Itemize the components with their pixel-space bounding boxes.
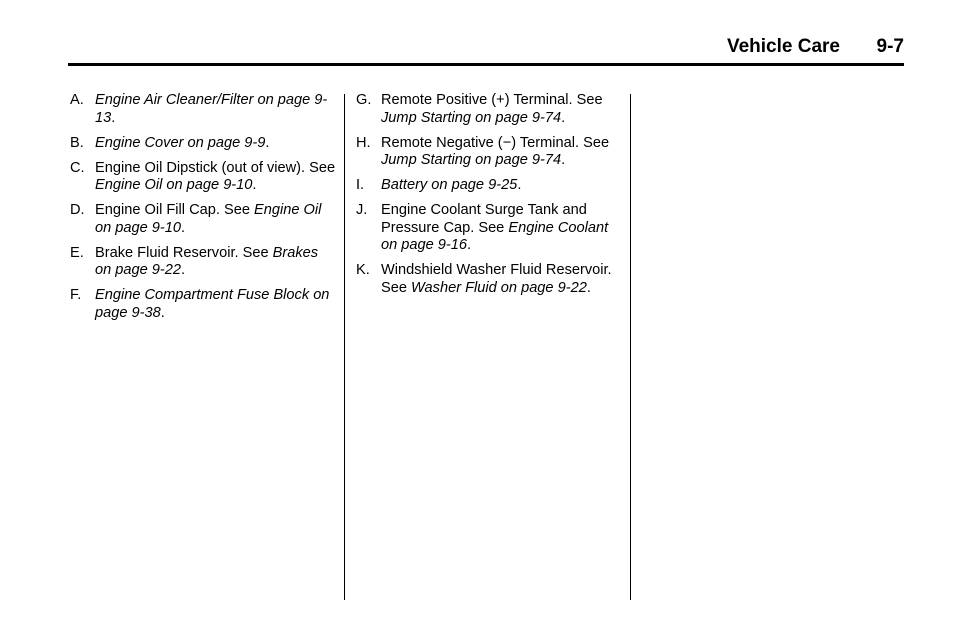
item-reference-link[interactable]: Engine Cover on page 9-9 [95,134,266,151]
item-letter: I. [356,177,365,193]
item-letter: J. [356,202,368,218]
legend-item [70,287,338,322]
item-letter: G. [356,92,372,108]
legend-column-left [70,92,338,330]
item-reference-link[interactable]: Jump Starting on page 9-74 [381,152,562,168]
legend-item [70,92,338,127]
item-reference-link[interactable]: Brakes on page 9-22 [95,244,319,278]
item-reference-link[interactable]: Engine Air Cleaner/Filter on page 9-13 [95,92,328,126]
column-divider [630,94,631,600]
item-reference-link[interactable]: Jump Starting on page 9-74 [381,109,562,126]
item-punct: . [181,262,186,278]
item-punct: . [517,177,522,193]
item-text: Engine Coolant Surge Tank and Pressure Cap. See [381,202,587,236]
legend-item [70,160,338,195]
item-letter: H. [356,134,371,151]
item-punct: . [252,177,257,193]
section-title: Vehicle Care [726,36,840,57]
item-letter: K. [356,262,370,278]
item-letter: B. [70,134,84,151]
item-punct: . [586,279,591,296]
item-punct: . [181,219,186,236]
item-text: Windshield Washer Fluid Reservoir. See [381,262,612,296]
item-text: Engine Oil Fill Cap. See [95,202,254,218]
legend-item [356,135,624,170]
item-reference-link[interactable]: Engine Compartment Fuse Block on page 9-38 [95,287,330,321]
item-letter: C. [70,159,85,176]
item-punct: . [467,237,472,253]
item-reference-link[interactable]: Washer Fluid on page 9-22 [411,279,587,296]
legend-item [70,135,338,153]
item-punct: . [160,304,165,321]
legend-item [356,202,624,255]
item-punct: . [111,109,116,126]
item-text: Remote Negative (−) Terminal. See [381,134,610,151]
header-rule [68,63,904,66]
item-reference-link[interactable]: Engine Oil on page 9-10 [95,177,253,193]
item-punct: . [561,109,566,126]
item-text: Remote Positive (+) Terminal. See [381,92,603,108]
item-reference-link[interactable]: Battery on page 9-25 [381,177,518,193]
legend-item [70,245,338,280]
legend-item [356,177,624,195]
item-text: Engine Oil Dipstick (out of view). See [95,159,336,176]
item-letter: A. [70,92,84,108]
item-letter: D. [70,202,85,218]
item-letter: F. [70,287,82,303]
legend-column-middle [356,92,624,305]
item-reference-link[interactable]: Engine Oil on page 9-10 [95,202,322,236]
page-header [0,36,906,64]
legend-item [70,202,338,237]
page-number: 9-7 [876,36,904,57]
item-letter: E. [70,244,84,261]
item-punct: . [265,134,270,151]
item-punct: . [561,152,566,168]
item-text: Brake Fluid Reservoir. See [95,244,273,261]
legend-item [356,92,624,127]
legend-item [356,262,624,297]
item-reference-link[interactable]: Engine Coolant on page 9-16 [381,219,609,253]
column-divider [344,94,345,600]
